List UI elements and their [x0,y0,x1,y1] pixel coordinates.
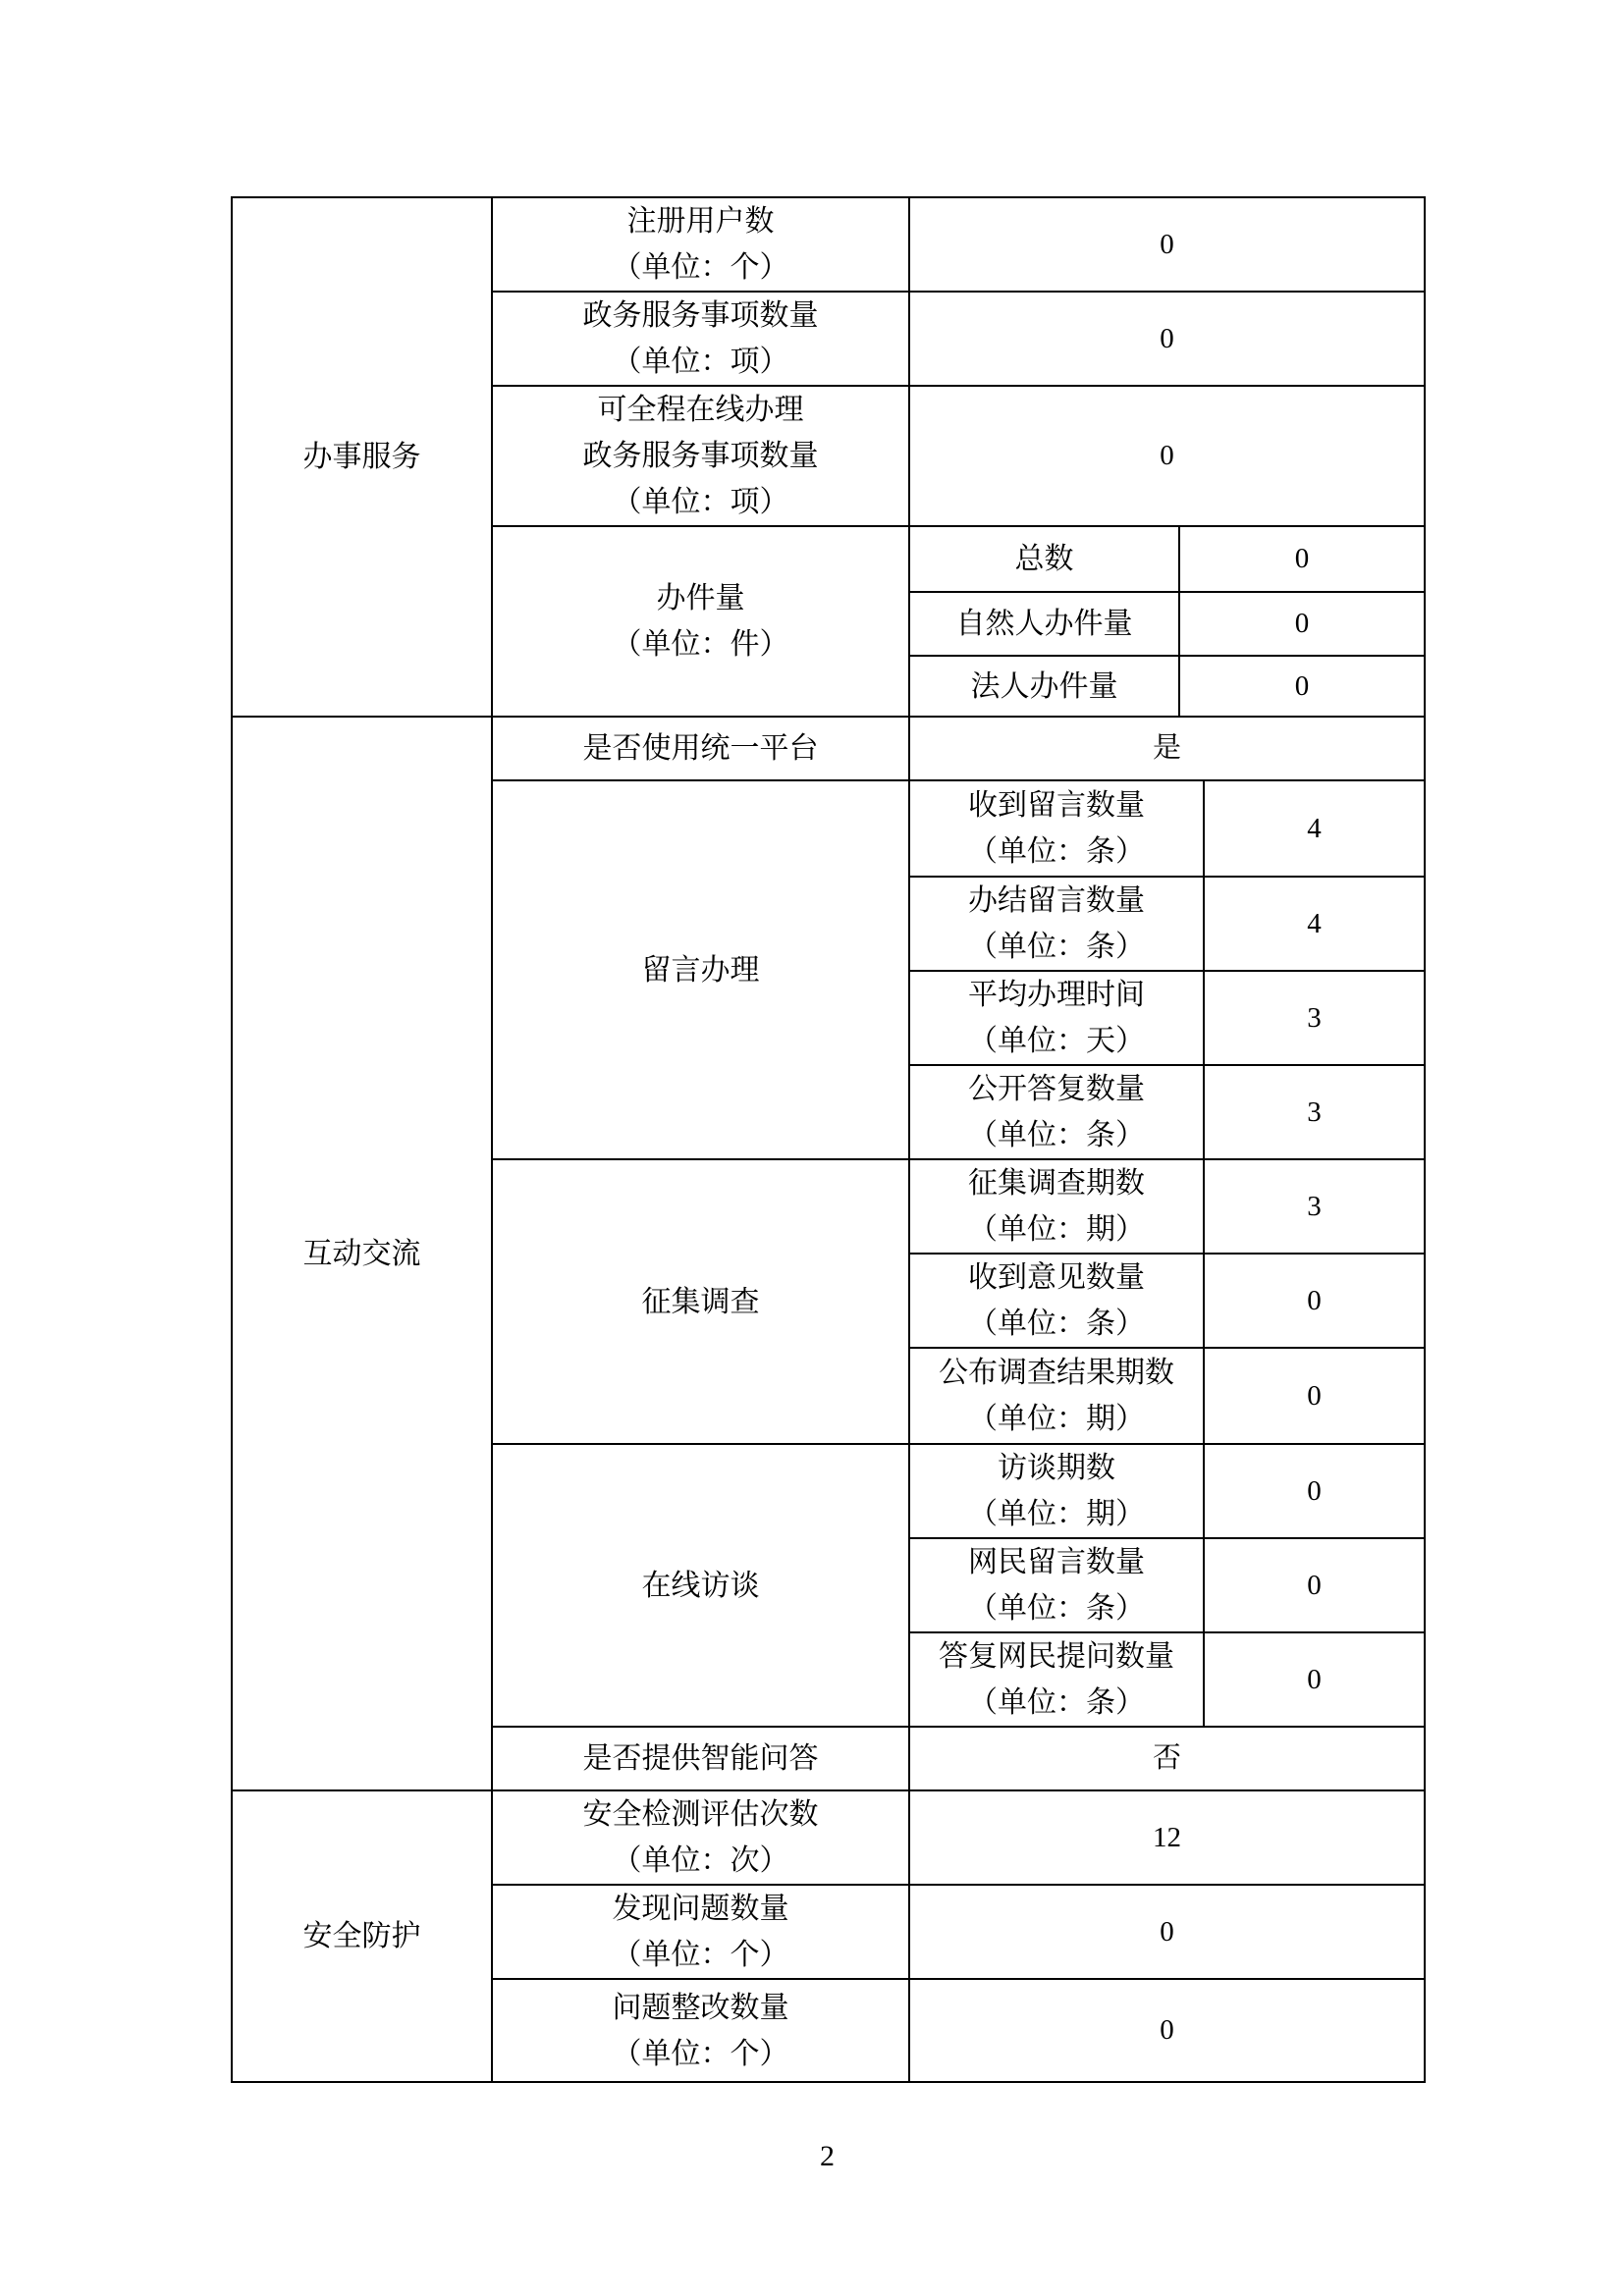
sub-label-cell [909,1348,1204,1444]
unit-line: （单位：项） [612,346,789,378]
value-cell [1204,1632,1425,1727]
value-cell [909,292,1425,386]
value-text: 0 [1307,1284,1322,1316]
value-cell [1179,592,1425,656]
unit-line: （单位：期） [968,1403,1145,1435]
unit-line: （单位：天） [968,1025,1145,1057]
table-row [232,197,1425,292]
unit-line: （单位：个） [612,251,789,284]
sub-label-line: 平均办理时间 [968,979,1145,1011]
unit-line: （单位：项） [612,486,789,518]
value-cell [1204,1348,1425,1444]
table-row [232,1790,1425,1885]
value-text: 是 [1152,732,1181,764]
statistics-table [231,196,1426,2083]
group-cell-zaixianfangtan [492,1444,909,1727]
label-line: 安全检测评估次数 [582,1798,819,1831]
value-cell [1179,656,1425,717]
label-line: 政务服务事项数量 [582,440,819,472]
sub-label-cell [909,592,1179,656]
group-cell-banjianliang [492,526,909,717]
value-text: 3 [1307,1001,1322,1034]
page-number: 2 [820,2140,835,2172]
value-text: 0 [1160,440,1174,471]
value-cell [909,1979,1425,2082]
sub-label-line: 公布调查结果期数 [939,1357,1174,1389]
sub-label-cell [909,1159,1204,1254]
value-text: 0 [1307,1474,1322,1507]
group-label: 办件量 [656,582,745,614]
sub-label-line: 征集调查期数 [968,1167,1145,1200]
label-cell [492,717,909,780]
sub-label-cell [909,1254,1204,1348]
value-text: 3 [1307,1095,1322,1128]
unit-line: （单位：条） [968,835,1145,868]
section-cell-anquan [232,1790,492,2082]
unit-line: （单位：次） [612,1844,789,1877]
group-label: 征集调查 [641,1285,760,1318]
unit-line: （单位：期） [968,1498,1145,1530]
section-label: 安全防护 [302,1920,421,1952]
unit-line: （单位：条） [968,1119,1145,1151]
value-cell [1204,1254,1425,1348]
label-cell [492,1727,909,1790]
value-cell [1204,1444,1425,1538]
sub-label-line: 收到留言数量 [968,789,1145,822]
value-cell [1204,971,1425,1065]
value-cell [909,386,1425,526]
value-cell [909,1885,1425,1979]
unit-line: （单位：条） [968,1686,1145,1719]
value-text: 4 [1307,907,1322,939]
value-text: 0 [1307,1379,1322,1412]
value-text: 0 [1160,2014,1174,2046]
sub-label-cell [909,1632,1204,1727]
sub-label-cell [909,1538,1204,1632]
value-cell [1204,877,1425,971]
value-cell [909,197,1425,292]
value-text: 3 [1307,1190,1322,1222]
value-cell [909,1790,1425,1885]
value-text: 0 [1307,1663,1322,1695]
value-cell [909,1727,1425,1790]
label-line: 是否使用统一平台 [582,732,819,765]
value-text: 0 [1294,608,1310,639]
group-label: 在线访谈 [641,1569,760,1602]
unit-line: （单位：期） [968,1213,1145,1246]
group-unit: （单位：件） [612,628,789,661]
value-cell [1179,526,1425,592]
sub-label-line: 访谈期数 [998,1452,1115,1484]
group-cell-liuyanbanli [492,780,909,1159]
sub-label-line: 自然人办件量 [955,608,1133,640]
value-text: 0 [1160,228,1174,260]
value-text: 否 [1152,1742,1181,1774]
label-cell [492,1885,909,1979]
sub-label-cell [909,1065,1204,1159]
value-cell [1204,1538,1425,1632]
label-line: 是否提供智能问答 [582,1742,819,1775]
value-text: 0 [1307,1569,1322,1601]
unit-line: （单位：条） [968,931,1145,963]
value-text: 4 [1307,812,1322,844]
label-line: 政务服务事项数量 [582,299,819,332]
section-label: 办事服务 [302,441,421,473]
unit-line: （单位：条） [968,1592,1145,1625]
group-cell-zhengjidiaocha [492,1159,909,1444]
sub-label-line: 公开答复数量 [968,1073,1145,1105]
sub-label-cell [909,877,1204,971]
unit-line: （单位：条） [968,1308,1145,1340]
sub-label-line: 答复网民提问数量 [939,1640,1174,1673]
unit-line: （单位：个） [612,1939,789,1971]
section-cell-banshi [232,197,492,717]
label-cell [492,386,909,526]
sub-label-line: 总数 [1014,543,1074,575]
value-cell [1204,780,1425,877]
sub-label-line: 收到意见数量 [968,1261,1145,1294]
sub-label-cell [909,971,1204,1065]
value-text: 12 [1153,1821,1181,1853]
sub-label-cell [909,780,1204,877]
value-text: 0 [1294,543,1310,574]
label-line: 发现问题数量 [612,1893,789,1925]
sub-label-line: 办结留言数量 [968,884,1145,917]
section-cell-hudong [232,717,492,1790]
group-label: 留言办理 [641,953,760,987]
value-cell [1204,1159,1425,1254]
label-cell [492,1979,909,2082]
sub-label-cell [909,1444,1204,1538]
value-text: 0 [1294,669,1310,702]
sub-label-line: 法人办件量 [970,669,1118,703]
value-cell [1204,1065,1425,1159]
unit-line: （单位：个） [612,2037,789,2070]
label-cell [492,197,909,292]
table-row [232,717,1425,780]
label-line: 问题整改数量 [612,1991,789,2024]
label-cell [492,292,909,386]
label-line: 注册用户数 [626,205,775,238]
label-cell [492,1790,909,1885]
value-cell [909,717,1425,780]
sub-label-line: 网民留言数量 [968,1546,1145,1578]
sub-label-cell [909,526,1179,592]
sub-label-cell [909,656,1179,717]
value-text: 0 [1160,322,1174,354]
label-line: 可全程在线办理 [597,394,804,426]
section-label: 互动交流 [302,1237,421,1270]
value-text: 0 [1160,1915,1174,1948]
